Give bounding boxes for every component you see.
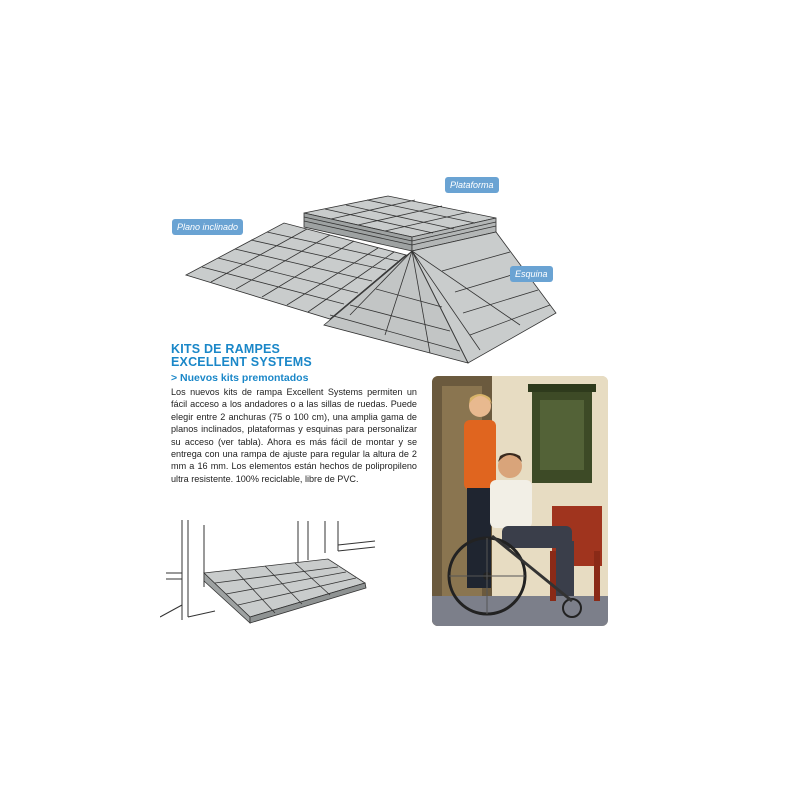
article-body: Los nuevos kits de rampa Excellent Systems permiten un fácil acceso a los andadores o a las sillas de ruedas. Puede elegir entre 2 anchuras (75 o 100 cm), una amplia gama de planos inclinados, plataformas y esquinas para personalizar su acceso (ver tabla). Ahora es más fácil de montar y se entrega con una rampa de ajuste para regular la altura de 2 mm a 16 mm. Los elementos están hechos de polipropileno ultra resistente. 100% reciclable, libre de PVC. <box>171 387 417 484</box>
label-esquina: Esquina <box>510 266 553 282</box>
label-plano-inclinado: Plano inclinado <box>172 219 243 235</box>
article-title-line1: KITS DE RAMPES <box>171 342 281 356</box>
label-plataforma: Plataforma <box>445 177 499 193</box>
doorway-ramp-tiles <box>204 559 366 623</box>
doorway-ramp-illustration <box>160 515 380 625</box>
article-title-line2: EXCELLENT SYSTEMS <box>171 355 312 369</box>
wheelchair-user-photo <box>432 376 608 626</box>
article-subtitle: > Nuevos kits premontados <box>171 372 309 384</box>
